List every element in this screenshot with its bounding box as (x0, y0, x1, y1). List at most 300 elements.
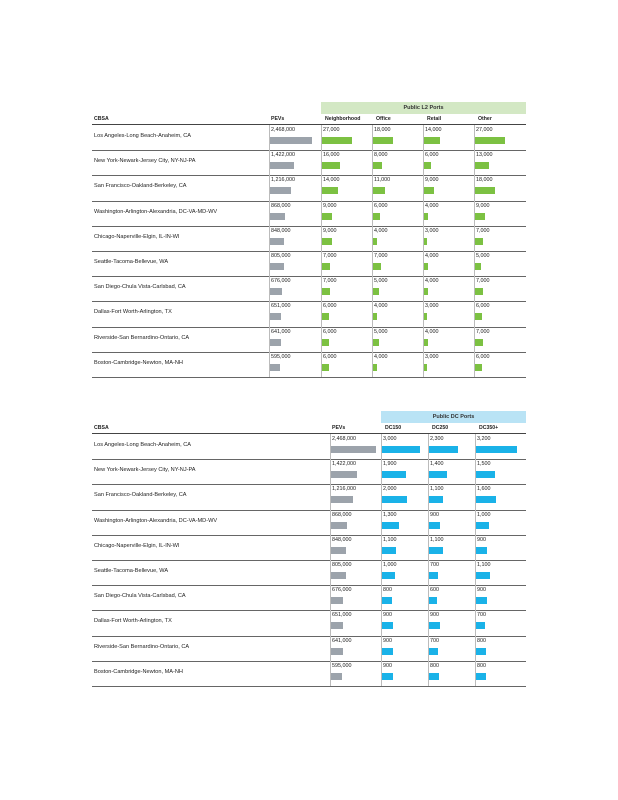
port-cell-retail (423, 226, 471, 251)
pev-bar (331, 547, 346, 554)
port-cell-retail (423, 150, 471, 175)
port-bar (476, 496, 496, 503)
port-value: 800 (477, 662, 486, 669)
port-bar (373, 263, 381, 270)
port-cell-neighborhood (321, 251, 369, 276)
port-bar (476, 471, 495, 478)
port-value: 6,000 (323, 303, 337, 310)
port-value: 900 (430, 612, 439, 619)
port-bar (476, 622, 485, 629)
cbsa-name: San Diego-Chula Vista-Carlsbad, CA (94, 284, 186, 291)
port-value: 6,000 (323, 353, 337, 360)
port-bar (382, 446, 420, 453)
pev-value: 641,000 (271, 328, 291, 335)
port-bar (382, 547, 396, 554)
port-cell-neighborhood (321, 201, 369, 226)
port-value: 1,300 (383, 511, 397, 518)
port-cell-office (372, 276, 420, 301)
pev-bar (270, 313, 281, 320)
port-cell-dc250 (428, 484, 472, 509)
port-cell-dc350 (475, 510, 527, 535)
port-value: 900 (383, 637, 392, 644)
port-value: 7,000 (476, 278, 490, 285)
port-bar (382, 572, 395, 579)
pev-cell (269, 301, 318, 326)
port-bar (382, 522, 399, 529)
pev-cell (330, 585, 379, 610)
port-bar (429, 496, 443, 503)
port-bar (373, 137, 393, 144)
pev-bar (331, 648, 343, 655)
pev-bar (331, 597, 343, 604)
port-bar (475, 137, 505, 144)
pev-bar (270, 339, 281, 346)
port-cell-dc250 (428, 560, 472, 585)
port-cell-retail (423, 276, 471, 301)
port-bar (424, 238, 427, 245)
pev-bar (331, 673, 342, 680)
port-cell-office (372, 150, 420, 175)
port-value: 1,400 (430, 461, 444, 468)
port-value: 4,000 (425, 253, 439, 259)
header-dc250: DC250 (432, 425, 449, 431)
port-bar (476, 547, 487, 554)
port-cell-office (372, 125, 420, 150)
cbsa-name: San Francisco-Oakland-Berkeley, CA (94, 183, 187, 190)
table-row (92, 636, 526, 662)
port-value: 4,000 (374, 353, 388, 360)
port-value: 800 (430, 662, 439, 669)
pev-cell (330, 459, 379, 484)
pev-value: 868,000 (332, 511, 352, 518)
port-cell-dc150 (381, 535, 425, 560)
port-bar (476, 522, 489, 529)
table-row (92, 251, 526, 277)
port-value: 3,000 (425, 353, 439, 360)
port-value: 900 (430, 511, 439, 518)
port-bar (322, 213, 332, 220)
port-cell-dc150 (381, 661, 425, 686)
port-value: 600 (430, 587, 439, 594)
port-bar (429, 572, 438, 579)
port-value: 800 (477, 637, 486, 644)
port-value: 6,000 (476, 353, 490, 360)
table-row (92, 459, 526, 485)
port-value: 1,600 (477, 486, 491, 493)
port-bar (476, 572, 490, 579)
port-value: 4,000 (374, 227, 388, 234)
port-cell-dc150 (381, 484, 425, 509)
port-value: 5,000 (476, 253, 490, 259)
table-row (92, 125, 526, 151)
table-row (92, 150, 526, 176)
cbsa-name: Riverside-San Bernardino-Ontario, CA (94, 643, 190, 650)
pev-value: 848,000 (271, 227, 291, 234)
port-cell-dc350 (475, 610, 527, 635)
port-bar (424, 339, 428, 346)
pev-bar (270, 162, 294, 169)
header-other: Other (478, 116, 492, 122)
port-cell-neighborhood (321, 301, 369, 326)
pev-value: 1,422,000 (332, 461, 356, 468)
port-value: 5,000 (374, 278, 388, 285)
cbsa-name: Dallas-Fort Worth-Arlington, TX (94, 309, 172, 316)
pev-cell (330, 636, 379, 661)
port-bar (424, 263, 428, 270)
port-value: 7,000 (374, 253, 388, 259)
header-neighborhood: Neighborhood (325, 116, 361, 122)
pev-value: 1,422,000 (271, 152, 295, 159)
pev-cell (330, 535, 379, 560)
table-row (92, 535, 526, 561)
table-row (92, 510, 526, 536)
port-cell-dc150 (381, 560, 425, 585)
cbsa-name: Riverside-San Bernardino-Ontario, CA (94, 334, 190, 341)
port-cell-office (372, 327, 420, 352)
cbsa-name: San Francisco-Oakland-Berkeley, CA (94, 492, 187, 499)
port-cell-retail (423, 352, 471, 377)
port-cell-neighborhood (321, 276, 369, 301)
port-cell-office (372, 352, 420, 377)
port-value: 11,000 (374, 177, 391, 184)
table-row (92, 434, 526, 460)
port-bar (424, 364, 427, 371)
port-bar (322, 187, 338, 194)
cbsa-name: Los Angeles-Long Beach-Anaheim, CA (94, 133, 192, 139)
port-bar (373, 187, 385, 194)
port-cell-dc150 (381, 636, 425, 661)
header-pevs: PEVs (271, 116, 285, 122)
pev-value: 676,000 (271, 278, 291, 285)
port-cell-dc250 (428, 661, 472, 686)
port-cell-dc250 (428, 610, 472, 635)
port-bar (382, 496, 407, 503)
port-value: 900 (383, 612, 392, 619)
port-cell-dc350 (475, 459, 527, 484)
port-value: 27,000 (476, 127, 493, 133)
port-bar (475, 313, 482, 320)
port-cell-office (372, 175, 420, 200)
pev-cell (330, 610, 379, 635)
pev-bar (270, 288, 282, 295)
port-value: 2,300 (430, 436, 444, 442)
port-value: 9,000 (476, 202, 490, 209)
port-value: 700 (430, 637, 439, 644)
pev-cell (269, 150, 318, 175)
port-value: 14,000 (425, 127, 442, 133)
port-value: 4,000 (374, 303, 388, 310)
port-value: 4,000 (425, 202, 439, 209)
port-value: 1,900 (383, 461, 397, 468)
header-pevs: PEVs (332, 425, 346, 431)
header-dc350: DC350+ (479, 425, 499, 431)
table-banner: Public DC Ports (381, 411, 526, 423)
port-cell-dc250 (428, 434, 472, 459)
port-bar (322, 313, 329, 320)
port-bar (382, 471, 406, 478)
pev-bar (331, 446, 376, 453)
port-cell-other (474, 327, 527, 352)
pev-cell (330, 661, 379, 686)
port-value: 6,000 (323, 328, 337, 335)
port-bar (475, 288, 483, 295)
port-value: 1,100 (477, 562, 491, 568)
port-bar (476, 648, 486, 655)
table-row (92, 276, 526, 302)
port-cell-neighborhood (321, 352, 369, 377)
port-bar (475, 238, 483, 245)
pev-cell (269, 175, 318, 200)
l2-ports-table (92, 102, 526, 366)
port-cell-retail (423, 301, 471, 326)
pev-cell (330, 510, 379, 535)
pev-value: 1,216,000 (271, 177, 295, 184)
port-cell-dc350 (475, 535, 527, 560)
pev-value: 2,468,000 (332, 436, 356, 442)
port-bar (322, 339, 329, 346)
port-value: 6,000 (476, 303, 490, 310)
port-value: 7,000 (323, 253, 337, 259)
port-value: 6,000 (425, 152, 439, 159)
port-cell-dc350 (475, 484, 527, 509)
port-bar (424, 187, 434, 194)
port-cell-other (474, 352, 527, 377)
port-bar (429, 547, 443, 554)
port-cell-dc350 (475, 585, 527, 610)
port-value: 1,000 (477, 511, 491, 518)
table-row (92, 301, 526, 327)
port-cell-office (372, 201, 420, 226)
port-bar (322, 137, 352, 144)
port-bar (429, 648, 438, 655)
port-bar (322, 364, 329, 371)
pev-value: 651,000 (271, 303, 291, 310)
header-cbsa: CBSA (94, 425, 109, 431)
port-value: 3,000 (425, 227, 439, 234)
port-bar (373, 288, 379, 295)
pev-bar (270, 213, 285, 220)
port-value: 900 (477, 587, 486, 594)
port-bar (322, 238, 332, 245)
port-value: 900 (383, 662, 392, 669)
table-row (92, 560, 526, 586)
port-cell-retail (423, 175, 471, 200)
port-bar (476, 597, 487, 604)
port-cell-other (474, 226, 527, 251)
port-value: 800 (383, 587, 392, 594)
pev-cell (269, 276, 318, 301)
pev-bar (331, 622, 343, 629)
port-cell-dc150 (381, 434, 425, 459)
port-cell-dc150 (381, 459, 425, 484)
port-value: 27,000 (323, 127, 340, 133)
port-bar (373, 213, 380, 220)
table-row (92, 327, 526, 353)
table-header (92, 424, 526, 434)
port-cell-other (474, 301, 527, 326)
port-bar (373, 364, 377, 371)
pev-value: 651,000 (332, 612, 352, 619)
port-bar (424, 137, 440, 144)
pev-cell (269, 226, 318, 251)
port-cell-office (372, 226, 420, 251)
port-bar (429, 446, 458, 453)
port-bar (475, 187, 495, 194)
port-value: 7,000 (476, 328, 490, 335)
port-value: 9,000 (425, 177, 439, 184)
port-value: 18,000 (374, 127, 391, 133)
table-row (92, 226, 526, 252)
pev-value: 676,000 (332, 587, 352, 594)
port-value: 14,000 (323, 177, 340, 184)
port-cell-office (372, 301, 420, 326)
port-cell-dc350 (475, 434, 527, 459)
port-cell-dc150 (381, 610, 425, 635)
pev-bar (270, 263, 284, 270)
port-cell-dc350 (475, 560, 527, 585)
pev-cell (269, 352, 318, 377)
port-value: 6,000 (374, 202, 388, 209)
dc-ports-table (92, 411, 526, 675)
table-row (92, 484, 526, 510)
table-row (92, 585, 526, 611)
port-bar (424, 213, 428, 220)
pev-value: 641,000 (332, 637, 352, 644)
port-value: 16,000 (323, 152, 340, 159)
cbsa-name: New York-Newark-Jersey City, NY-NJ-PA (94, 467, 196, 474)
port-value: 3,000 (383, 436, 397, 442)
table-header (92, 115, 526, 125)
pev-cell (269, 251, 318, 276)
port-cell-dc350 (475, 636, 527, 661)
table-row (92, 661, 526, 687)
table-row (92, 352, 526, 378)
port-cell-dc150 (381, 510, 425, 535)
port-value: 1,100 (383, 536, 397, 543)
port-bar (475, 162, 489, 169)
table-row (92, 175, 526, 201)
pev-cell (269, 327, 318, 352)
port-value: 7,000 (323, 278, 337, 285)
cbsa-name: New York-Newark-Jersey City, NY-NJ-PA (94, 158, 196, 165)
pev-bar (270, 364, 280, 371)
cbsa-name: Boston-Cambridge-Newton, MA-NH (94, 359, 183, 366)
port-bar (475, 263, 481, 270)
header-retail: Retail (427, 116, 442, 122)
port-cell-neighborhood (321, 150, 369, 175)
port-cell-dc250 (428, 535, 472, 560)
pev-bar (331, 572, 346, 579)
pev-bar (270, 238, 284, 245)
table-row (92, 610, 526, 636)
cbsa-name: Boston-Cambridge-Newton, MA-NH (94, 668, 183, 675)
port-cell-dc250 (428, 459, 472, 484)
port-value: 1,500 (477, 461, 491, 468)
port-cell-other (474, 175, 527, 200)
pev-bar (331, 496, 353, 503)
pev-value: 595,000 (332, 662, 352, 669)
port-cell-retail (423, 251, 471, 276)
port-cell-dc250 (428, 510, 472, 535)
port-cell-neighborhood (321, 327, 369, 352)
port-cell-other (474, 150, 527, 175)
port-cell-other (474, 251, 527, 276)
port-cell-other (474, 201, 527, 226)
port-value: 5,000 (374, 328, 388, 335)
port-cell-neighborhood (321, 226, 369, 251)
port-cell-other (474, 276, 527, 301)
port-bar (424, 313, 427, 320)
port-bar (382, 673, 393, 680)
port-value: 700 (430, 562, 439, 568)
port-value: 9,000 (323, 202, 337, 209)
pev-cell (269, 201, 318, 226)
port-bar (373, 238, 377, 245)
port-value: 9,000 (323, 227, 337, 234)
pev-value: 2,468,000 (271, 127, 295, 133)
port-value: 8,000 (374, 152, 388, 159)
port-bar (429, 673, 439, 680)
pev-bar (270, 187, 291, 194)
port-bar (475, 213, 485, 220)
port-bar (322, 162, 340, 169)
port-value: 4,000 (425, 278, 439, 285)
port-bar (429, 622, 440, 629)
pev-value: 868,000 (271, 202, 291, 209)
pev-value: 805,000 (332, 562, 352, 568)
port-cell-neighborhood (321, 125, 369, 150)
pev-bar (331, 471, 357, 478)
port-bar (382, 622, 393, 629)
header-office: Office (376, 116, 391, 122)
port-cell-office (372, 251, 420, 276)
port-cell-retail (423, 125, 471, 150)
port-bar (373, 339, 379, 346)
pev-cell (330, 484, 379, 509)
port-value: 1,100 (430, 486, 444, 493)
port-bar (475, 339, 483, 346)
port-bar (382, 597, 392, 604)
header-dc150: DC150 (385, 425, 402, 431)
cbsa-name: Chicago-Naperville-Elgin, IL-IN-WI (94, 542, 180, 549)
port-bar (322, 263, 330, 270)
port-bar (373, 162, 382, 169)
port-cell-retail (423, 327, 471, 352)
pev-bar (331, 522, 347, 529)
cbsa-name: Chicago-Naperville-Elgin, IL-IN-WI (94, 233, 180, 240)
table-row (92, 201, 526, 227)
port-bar (382, 648, 393, 655)
pev-cell (330, 434, 379, 459)
pev-bar (270, 137, 312, 144)
port-value: 900 (477, 536, 486, 543)
port-value: 7,000 (476, 227, 490, 234)
port-value: 4,000 (425, 328, 439, 335)
port-bar (475, 364, 482, 371)
port-bar (424, 162, 431, 169)
port-value: 3,000 (425, 303, 439, 310)
pev-cell (269, 125, 318, 150)
port-value: 2,000 (383, 486, 397, 493)
port-bar (429, 597, 437, 604)
port-bar (429, 471, 447, 478)
port-value: 1,000 (383, 562, 397, 568)
cbsa-name: Washington-Arlington-Alexandria, DC-VA-MD-WV (94, 517, 218, 524)
port-cell-neighborhood (321, 175, 369, 200)
port-cell-dc350 (475, 661, 527, 686)
cbsa-name: San Diego-Chula Vista-Carlsbad, CA (94, 593, 186, 600)
pev-value: 848,000 (332, 536, 352, 543)
